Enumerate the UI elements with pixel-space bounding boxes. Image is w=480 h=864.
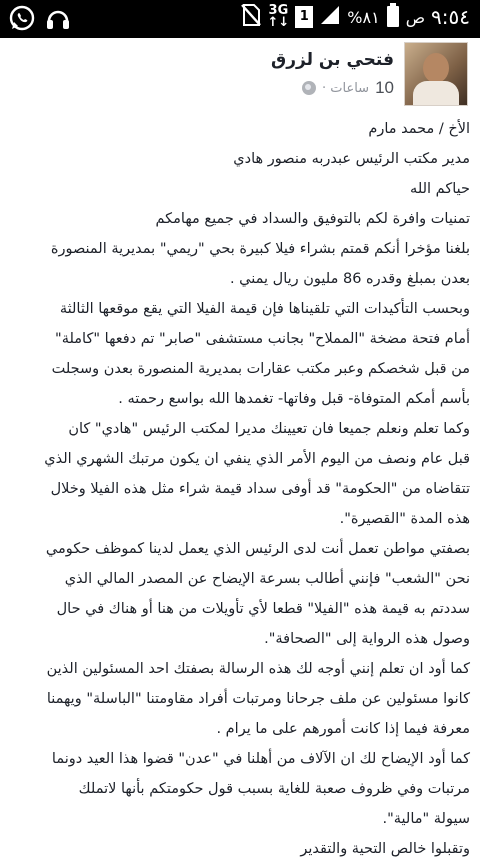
globe-icon — [302, 81, 316, 95]
post-time-unit: ساعات · — [322, 80, 370, 96]
post-line: وتقبلوا خالص التحية والتقدير — [300, 841, 470, 857]
post-line: وكما تعلم ونعلم جميعا فان تعيينك مديرا لمكتب الرئيس "هادي" كان — [68, 421, 470, 437]
headset-icon — [44, 4, 72, 36]
no-sim-icon — [240, 3, 262, 31]
post-line: أمام فتحة مضخة "المملاح" بجانب مستشفى "صابر" تم دفعها "كاملة" — [55, 331, 470, 347]
avatar[interactable] — [404, 42, 468, 106]
battery-icon — [386, 3, 400, 31]
post-line: الأخ / محمد مارم — [368, 121, 470, 137]
signal-icon — [319, 4, 341, 30]
clock: ٩:٥٤ — [431, 5, 470, 29]
post-line: تمنيات وافرة لكم بالتوفيق والسداد في جميع مهامكم — [155, 211, 470, 227]
post-body — [6, 114, 470, 864]
status-bar — [0, 0, 480, 38]
post-meta — [302, 78, 394, 98]
post-line: معرفة فيما إذا كانت أمورهم على ما يرام . — [216, 721, 470, 737]
time-ampm: ص — [405, 7, 426, 27]
post-header — [0, 38, 480, 108]
network-type: 3G ↑↓ — [267, 3, 290, 30]
post-line: سددتم به قيمة هذه "الفيلا" قطعا لأي تأويلات من هنا أو هناك في حال — [56, 601, 470, 617]
whatsapp-icon — [8, 4, 36, 36]
post-line: مدير مكتب الرئيس عبدربه منصور هادي — [233, 151, 470, 167]
sim-badge: 1 — [295, 6, 313, 28]
post-line: كما أود الإيضاح لك ان الآلاف من أهلنا في "عدن" قضوا هذا العيد دونما — [51, 751, 470, 767]
post-line: حياكم الله — [410, 181, 470, 197]
post-line: كما أود ان تعلم إنني أوجه لك هذه الرسالة بصفتك احد المسئولين الذين — [46, 661, 470, 677]
status-bar-left — [8, 4, 72, 36]
post-author[interactable]: فتحي بن لزرق — [271, 50, 394, 70]
post-line: بلغنا مؤخرا أنكم قمتم بشراء فيلا كبيرة بحي "ريمي" بمديرية المنصورة — [50, 241, 470, 257]
post-line: تتقاضاه من "الحكومة" قد أوفى سداد قيمة شراء مثل هذه الفيلا وخلال — [50, 481, 470, 497]
post-line: من قبل شخصكم وعبر مكتب عقارات بمديرية المنصورة بعدن وسجلت — [51, 361, 470, 377]
battery-percent: %٨١ — [347, 7, 380, 27]
post-line: بعدن بمبلغ وقدره 86 مليون ريال يمني . — [229, 271, 470, 287]
post-time-number: 10 — [375, 78, 394, 97]
post-line: كانوا مسئولين عن ملف جرحانا ومرتبات أفراد مقاومتنا "الباسلة" ويهمنا — [46, 691, 470, 707]
post-line: وبحسب التأكيدات التي تلقيناها فإن قيمة الفيلا التي يقع موقعها الثالثة — [59, 301, 470, 317]
post-line: مرتبات وفي ظروف صعبة للغاية بسبب قول حكومتكم بأنها لاتملك — [78, 781, 470, 797]
post-line: نحن "الشعب" فإنني أطالب بسرعة الإيضاح عن المصدر المالي الذي — [64, 571, 470, 587]
post-line: بصفتي مواطن تعمل أنت لدى الرئيس الذي يعمل لدينا كموظف حكومي — [45, 541, 470, 557]
post-line: قبل عام ونصف من اليوم الأمر الذي ينفي ان يكون مرتبك الشهري الذي — [44, 451, 470, 467]
post-line: سيولة "مالية". — [382, 811, 470, 827]
post-line: بأسم أمكم المتوفاة- قبل وفاتها- تغمدها الله بواسع رحمته . — [118, 391, 470, 407]
status-bar-right — [240, 3, 471, 31]
post-line: وصول هذه الرواية إلى "الصحافة". — [264, 631, 470, 647]
post-line: هذه المدة "القصيرة". — [339, 511, 470, 527]
